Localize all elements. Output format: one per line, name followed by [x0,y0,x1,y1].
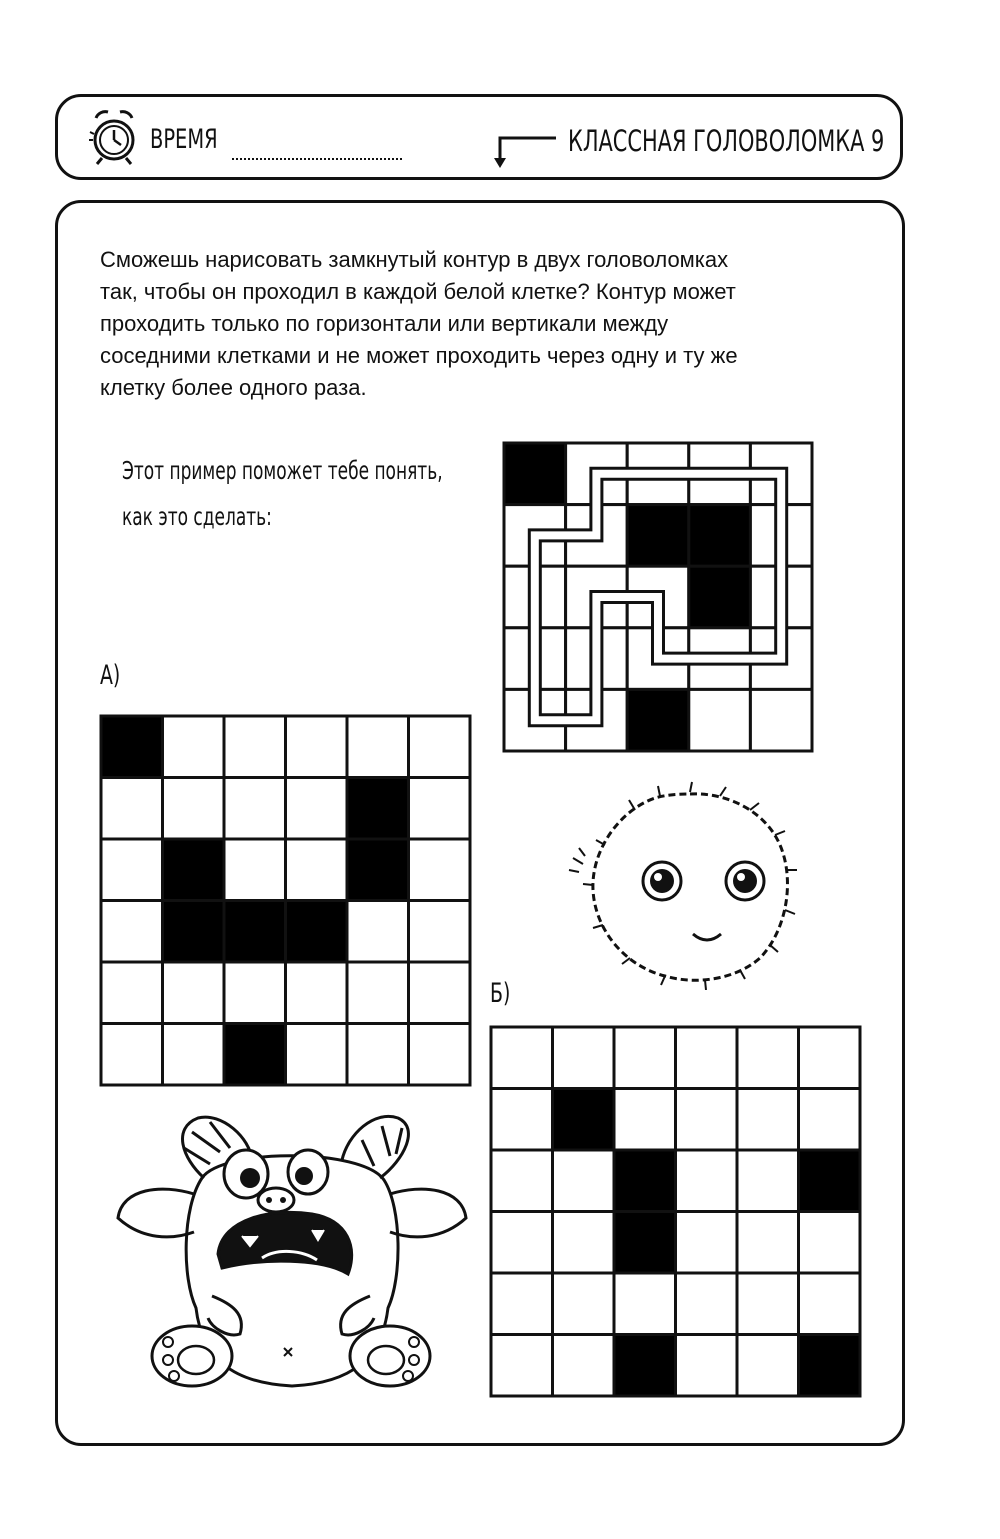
black-cell [799,1150,861,1212]
white-cell[interactable] [286,716,348,778]
black-cell [504,443,566,505]
black-cell [347,778,409,840]
puzzle-b-label: Б) [490,978,511,1009]
black-cell [163,901,225,963]
white-cell[interactable] [163,716,225,778]
black-cell [224,1024,286,1086]
white-cell[interactable] [409,716,471,778]
instruction-line: соседними клетками и не может проходить через одну и ту же [100,343,738,368]
black-cell [614,1335,676,1397]
white-cell[interactable] [491,1212,553,1274]
white-cell[interactable] [676,1335,738,1397]
instructions [100,244,860,404]
white-cell[interactable] [224,716,286,778]
instruction-line: проходить только по горизонтали или вертикали между [100,311,669,336]
white-cell[interactable] [676,1089,738,1151]
white-cell[interactable] [676,1027,738,1089]
black-cell [799,1335,861,1397]
white-cell[interactable] [286,839,348,901]
time-entry-line [232,158,402,160]
black-cell [101,716,163,778]
white-cell[interactable] [347,1024,409,1086]
black-cell [614,1150,676,1212]
black-cell [224,901,286,963]
white-cell[interactable] [553,1027,615,1089]
white-cell[interactable] [101,901,163,963]
fluffy-creature-illustration [565,780,815,990]
white-cell[interactable] [491,1273,553,1335]
white-cell[interactable] [286,962,348,1024]
white-cell[interactable] [409,1024,471,1086]
monster-illustration [112,1108,472,1398]
white-cell[interactable] [224,839,286,901]
white-cell[interactable] [286,778,348,840]
white-cell[interactable] [750,689,812,751]
black-cell [286,901,348,963]
black-cell [163,839,225,901]
puzzle-a-grid[interactable] [101,716,471,1086]
black-cell [347,839,409,901]
white-cell[interactable] [101,778,163,840]
white-cell[interactable] [101,962,163,1024]
puzzle-b-grid[interactable] [491,1027,861,1397]
white-cell[interactable] [553,1212,615,1274]
white-cell[interactable] [163,962,225,1024]
white-cell[interactable] [799,1089,861,1151]
white-cell[interactable] [737,1273,799,1335]
white-cell[interactable] [553,1273,615,1335]
white-cell[interactable] [347,901,409,963]
white-cell[interactable] [409,778,471,840]
time-label: ВРЕМЯ [150,124,218,155]
white-cell[interactable] [224,778,286,840]
white-cell[interactable] [491,1150,553,1212]
white-cell[interactable] [553,1150,615,1212]
white-cell[interactable] [614,1273,676,1335]
white-cell[interactable] [491,1027,553,1089]
white-cell[interactable] [799,1212,861,1274]
arrow-icon [488,130,558,170]
instruction-line: клетку более одного раза. [100,375,367,400]
example-grid [504,443,814,753]
black-cell [689,505,751,567]
instruction-line: Сможешь нарисовать замкнутый контур в двух головоломках [100,247,729,272]
white-cell[interactable] [101,1024,163,1086]
puzzle-title: КЛАССНАЯ ГОЛОВОЛОМКА 9 [568,124,885,158]
black-cell [627,689,689,751]
white-cell[interactable] [737,1335,799,1397]
white-cell[interactable] [799,1273,861,1335]
white-cell[interactable] [163,1024,225,1086]
black-cell [553,1089,615,1151]
white-cell[interactable] [614,1027,676,1089]
white-cell[interactable] [224,962,286,1024]
white-cell[interactable] [799,1027,861,1089]
white-cell[interactable] [491,1335,553,1397]
example-text [122,448,443,540]
white-cell[interactable] [737,1150,799,1212]
example-line: Этот пример поможет тебе понять, [122,456,443,485]
white-cell[interactable] [737,1089,799,1151]
white-cell[interactable] [409,901,471,963]
alarm-clock-icon [86,106,142,168]
white-cell[interactable] [676,1150,738,1212]
white-cell[interactable] [689,689,751,751]
puzzle-a-label: А) [100,660,121,691]
white-cell[interactable] [553,1335,615,1397]
white-cell[interactable] [409,962,471,1024]
black-cell [689,566,751,628]
white-cell[interactable] [491,1089,553,1151]
white-cell[interactable] [614,1089,676,1151]
instruction-line: так, чтобы он проходил в каждой белой клетке? Контур может [100,279,736,304]
white-cell[interactable] [101,839,163,901]
black-cell [627,505,689,567]
white-cell[interactable] [347,962,409,1024]
white-cell[interactable] [676,1273,738,1335]
white-cell[interactable] [347,716,409,778]
example-line: как это сделать: [122,502,272,531]
white-cell[interactable] [737,1212,799,1274]
white-cell[interactable] [409,839,471,901]
white-cell[interactable] [286,1024,348,1086]
white-cell[interactable] [737,1027,799,1089]
white-cell[interactable] [676,1212,738,1274]
black-cell [614,1212,676,1274]
white-cell[interactable] [163,778,225,840]
